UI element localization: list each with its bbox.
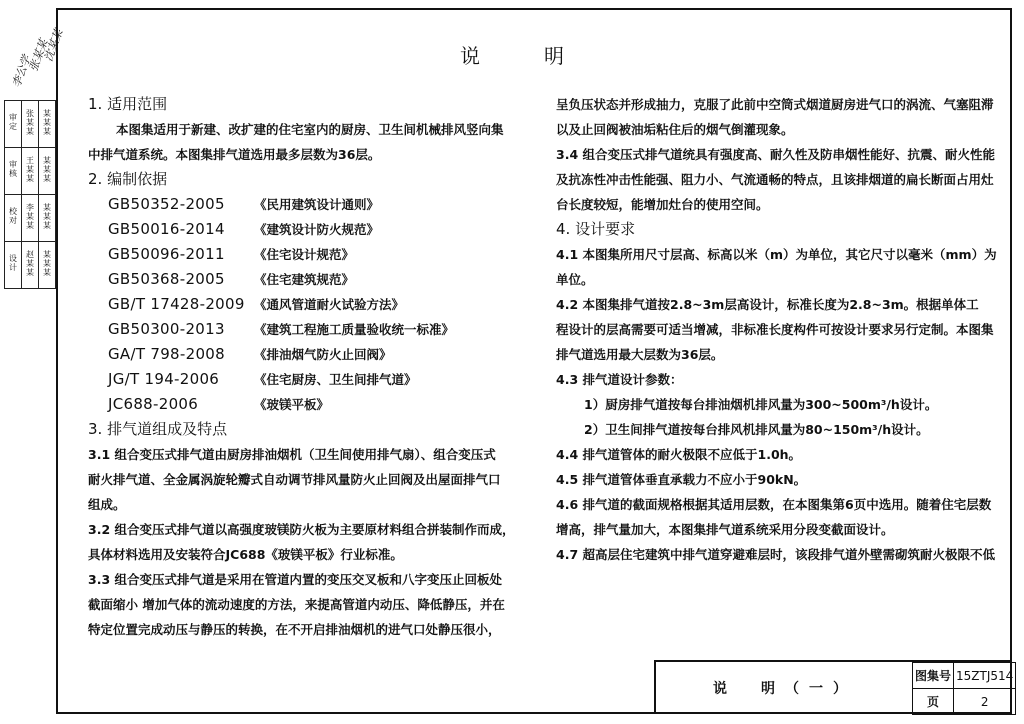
standard-item <box>88 192 528 217</box>
paragraph-line: 截面缩小 增加气体的流动速度的方法，来提高管道内动压、降低静压，并在 <box>88 597 505 612</box>
signature: 张某某 <box>26 37 51 74</box>
standard-name: 《建筑工程施工质量验收统一标准》 <box>254 322 455 337</box>
standard-code: JG/T 194-2006 <box>108 370 220 388</box>
left-column <box>88 92 528 642</box>
approval-sign: 某某某 <box>42 155 52 183</box>
atlas-number: 15ZTJ514 <box>954 663 1016 689</box>
standard-name: 《住宅建筑规范》 <box>254 272 355 287</box>
standard-code: GB/T 17428-2009 <box>108 295 245 313</box>
standard-code: JC688-2006 <box>108 395 199 413</box>
paragraph-line: 4.4 排气道管体的耐火极限不应低于1.0h。 <box>556 447 802 462</box>
title-block-caption: 说 明（一） <box>713 681 857 697</box>
paragraph-line: 本图集适用于新建、改扩建的住宅室内的厨房、卫生间机械排风竖向集 <box>116 122 504 137</box>
paragraph-line: 3.3 组合变压式排气道是采用在管道内置的变压交叉板和八字变压止回板处 <box>88 572 502 587</box>
approval-person: 王某某 <box>25 155 35 183</box>
standard-item <box>88 267 528 292</box>
standard-item <box>88 367 528 392</box>
approval-role: 设计 <box>8 254 18 272</box>
paragraph-line: 4.7 超高层住宅建筑中排气道穿避难层时，该段排气道外壁需砌筑耐火极限不低 <box>556 547 995 562</box>
paragraph-line: 组成。 <box>88 497 126 512</box>
paragraph-line: 特定位置完成动压与静压的转换，在不开启排油烟机的进气口处静压很小， <box>88 622 501 637</box>
standard-code: GB50096-2011 <box>108 245 225 263</box>
paragraph-line: 4.1 本图集所用尺寸层高、标高以米（m）为单位，其它尺寸以毫米（mm）为 <box>556 247 997 262</box>
paragraph-line: 增高，排气量加大，本图集排气道系统采用分段变截面设计。 <box>556 522 894 537</box>
page-label: 页 <box>913 689 954 715</box>
paragraph-line: 及抗冻性冲击性能强、阻力小、气流通畅的特点，且该排烟道的扁长断面占用灶 <box>556 172 994 187</box>
section-heading: 2. 编制依据 <box>88 170 168 188</box>
right-column <box>556 92 997 567</box>
approval-role: 审定 <box>8 113 18 131</box>
paragraph-line: 中排气道系统。本图集排气道选用最多层数为36层。 <box>88 147 381 162</box>
signature: 沈某某 <box>41 27 66 64</box>
approval-person: 赵某某 <box>25 249 35 277</box>
standard-name: 《通风管道耐火试验方法》 <box>254 297 405 312</box>
standard-item <box>88 342 528 367</box>
paragraph-line: 4.2 本图集排气道按2.8~3m层高设计，标准长度为2.8~3m。根据单体工 <box>556 297 979 312</box>
standard-code: GB50368-2005 <box>108 270 225 288</box>
standard-code: GB50352-2005 <box>108 195 225 213</box>
paragraph-line: 耐火排气道、全金属涡旋轮瓣式自动调节排风量防火止回阀及出屋面排气口 <box>88 472 501 487</box>
standard-name: 《民用建筑设计通则》 <box>254 197 380 212</box>
approval-person: 张某某 <box>25 108 35 136</box>
paragraph-line: 4.6 排气道的截面规格根据其适用层数，在本图集第6页中选用。随着住宅层数 <box>556 497 992 512</box>
paragraph-line: 排气道选用最大层数为36层。 <box>556 347 724 362</box>
paragraph-line: 台长度较短，能增加灶台的使用空间。 <box>556 197 769 212</box>
paragraph-line: 3.1 组合变压式排气道由厨房排油烟机（卫生间使用排气扇）、组合变压式 <box>88 447 496 462</box>
paragraph-line: 呈负压状态并形成抽力，克服了此前中空筒式烟道厨房进气口的涡流、气塞阻滞 <box>556 97 994 112</box>
paragraph-line: 4.5 排气道管体垂直承载力不应小于90kN。 <box>556 472 807 487</box>
standard-code: GA/T 798-2008 <box>108 345 225 363</box>
approval-role: 审核 <box>8 160 18 178</box>
title-block-grid <box>912 662 1016 715</box>
paragraph-line: 4.3 排气道设计参数： <box>556 372 683 387</box>
standard-name: 《玻镁平板》 <box>254 397 330 412</box>
standard-name: 《住宅厨房、卫生间排气道》 <box>254 372 417 387</box>
approval-sign: 某某某 <box>42 108 52 136</box>
approval-role: 校对 <box>8 207 18 225</box>
paragraph-line: 单位。 <box>556 272 594 287</box>
page-title: 说 明 <box>460 44 586 68</box>
paragraph-line: 以及止回阀被油垢粘住后的烟气倒灌现象。 <box>556 122 794 137</box>
standard-name: 《建筑设计防火规范》 <box>254 222 380 237</box>
parameter-line: 2）卫生间排气道按每台排风机排风量为80~150m³/h设计。 <box>584 422 929 437</box>
standard-code: GB50016-2014 <box>108 220 225 238</box>
paragraph-line: 具体材料选用及安装符合JC688《玻镁平板》行业标准。 <box>88 547 403 562</box>
standard-item <box>88 217 528 242</box>
section-heading: 1. 适用范围 <box>88 95 168 113</box>
signature: 李公学 <box>9 53 34 90</box>
approval-sign: 某某某 <box>42 249 52 277</box>
paragraph-line: 3.2 组合变压式排气道以高强度玻镁防火板为主要原材料组合拼装制作而成， <box>88 522 515 537</box>
atlas-label: 图集号 <box>913 663 954 689</box>
parameter-line: 1）厨房排气道按每台排油烟机排风量为300~500m³/h设计。 <box>584 397 938 412</box>
standard-code: GB50300-2013 <box>108 320 225 338</box>
standard-item <box>88 317 528 342</box>
section-heading: 4. 设计要求 <box>556 220 636 238</box>
approval-table <box>4 100 56 289</box>
standard-item <box>88 292 528 317</box>
standard-name: 《排油烟气防火止回阀》 <box>254 347 392 362</box>
paragraph-line: 3.4 组合变压式排气道统具有强度高、耐久性及防串烟性能好、抗震、耐火性能 <box>556 147 995 162</box>
section-heading: 3. 排气道组成及特点 <box>88 420 228 438</box>
standard-name: 《住宅设计规范》 <box>254 247 355 262</box>
standard-item <box>88 392 528 417</box>
standard-item <box>88 242 528 267</box>
paragraph-line: 程设计的层高需要可适当增减，非标准长度构件可按设计要求另行定制。本图集 <box>556 322 994 337</box>
page-number: 2 <box>954 689 1016 715</box>
approval-sign: 某某某 <box>42 202 52 230</box>
approval-person: 李某某 <box>25 202 35 230</box>
title-block <box>654 660 1012 714</box>
